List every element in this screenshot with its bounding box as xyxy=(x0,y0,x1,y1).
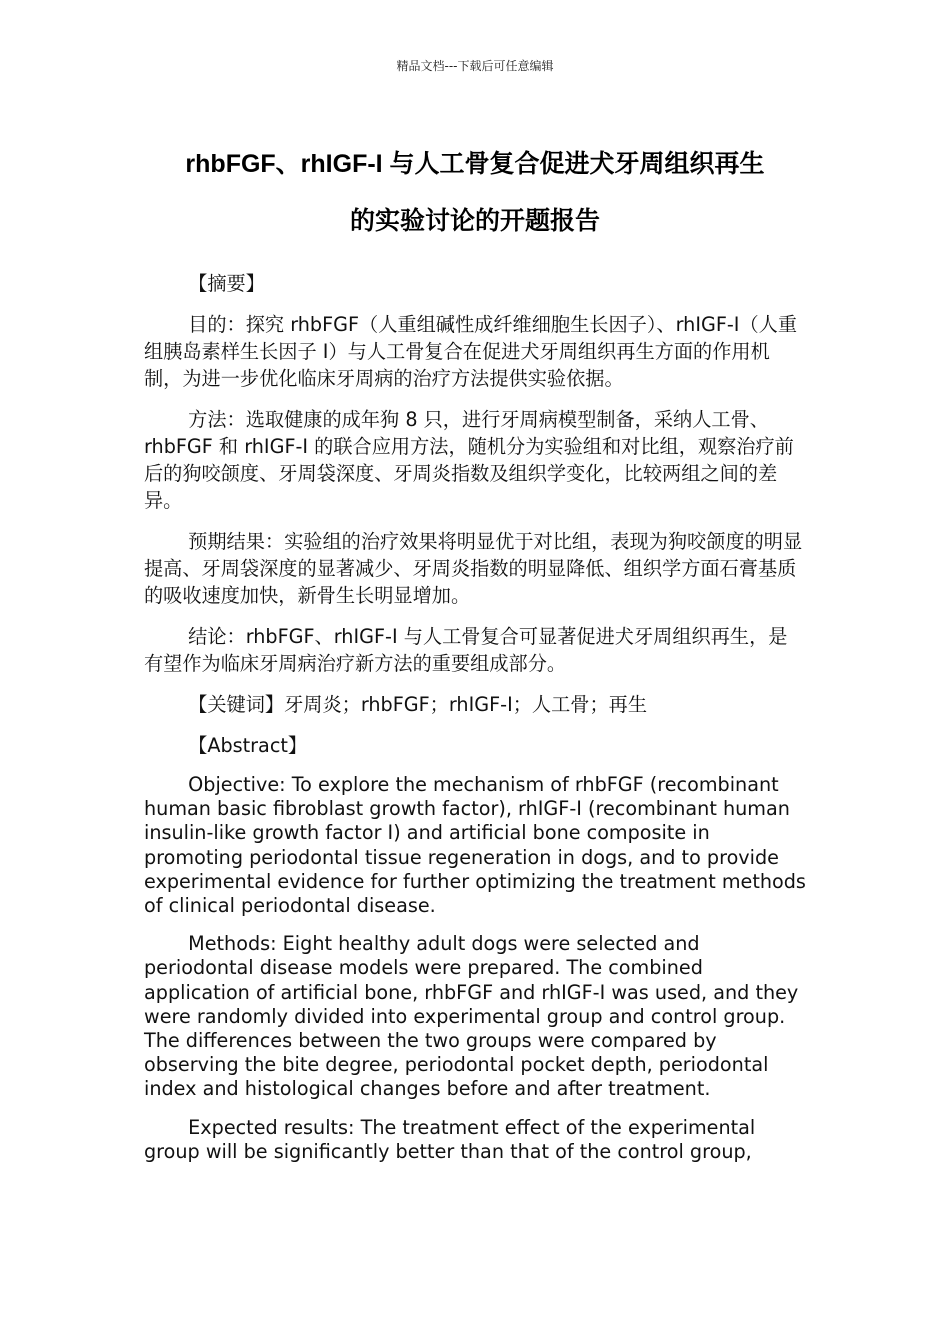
title-line-1: rhbFGF、rhIGF-I 与人工骨复合促进犬牙周组织再生 xyxy=(185,150,765,178)
zh-methods-paragraph: 方法：选取健康的成年狗 8 只，进行牙周病模型制备，采纳人工骨、rhbFGF 和 rhIGF-I 的联合应用方法，随机分为实验组和对比组，观察治疗前后的狗咬颌度、牙周袋深度、牙周炎指数及组织学变化，比较两组之间的差异。 xyxy=(144,408,794,512)
header-note: 精品文档---下载后可任意编辑 xyxy=(396,59,554,73)
document-body xyxy=(144,270,806,1178)
title-line-2: 的实验讨论的开题报告 xyxy=(349,207,600,235)
en-objective-paragraph: Objective: To explore the mechanism of rhbFGF (recombinant human basic fibroblast growth factor), rhIGF-I (recombinant human insulin-like growth factor I) and artificial bone composite in promoting periodontal tissue regeneration in dogs, and to provide experimental evidence for further optimizing the treatment methods of clinical periodontal disease. xyxy=(144,773,806,918)
zh-keywords: 【关键词】牙周炎；rhbFGF；rhIGF-I；人工骨；再生 xyxy=(188,693,648,716)
en-methods-paragraph: Methods: Eight healthy adult dogs were selected and periodontal disease models were prepared. The combined application of artificial bone, rhbFGF and rhIGF-I was used, and they were randomly divided into experimental group and control group. The differences between the two groups were compared by observing the bite degree, periodontal pocket depth, periodontal index and histological changes before and after treatment. xyxy=(144,932,799,1101)
zh-objective-paragraph: 目的：探究 rhbFGF（人重组碱性成纤维细胞生长因子）、rhIGF-I（人重组胰岛素样生长因子 I）与人工骨复合在促进犬牙周组织再生方面的作用机制，为进一步优化临床牙周病的治疗方法提供实验依据。 xyxy=(144,313,798,390)
zh-conclusion-paragraph: 结论：rhbFGF、rhIGF-I 与人工骨复合可显著促进犬牙周组织再生，是有望作为临床牙周病治疗新方法的重要组成部分。 xyxy=(144,625,788,675)
en-abstract-label: 【Abstract】 xyxy=(188,734,308,757)
zh-results-paragraph: 预期结果：实验组的治疗效果将明显优于对比组，表现为狗咬颌度的明显提高、牙周袋深度的显著减少、牙周炎指数的明显降低、组织学方面石膏基质的吸收速度加快，新骨生长明显增加。 xyxy=(144,530,803,607)
document-title xyxy=(130,136,820,250)
en-results-paragraph: Expected results: The treatment effect of the experimental group will be significantly better than that of the control group, xyxy=(144,1115,756,1163)
zh-abstract-label: 【摘要】 xyxy=(188,272,265,295)
